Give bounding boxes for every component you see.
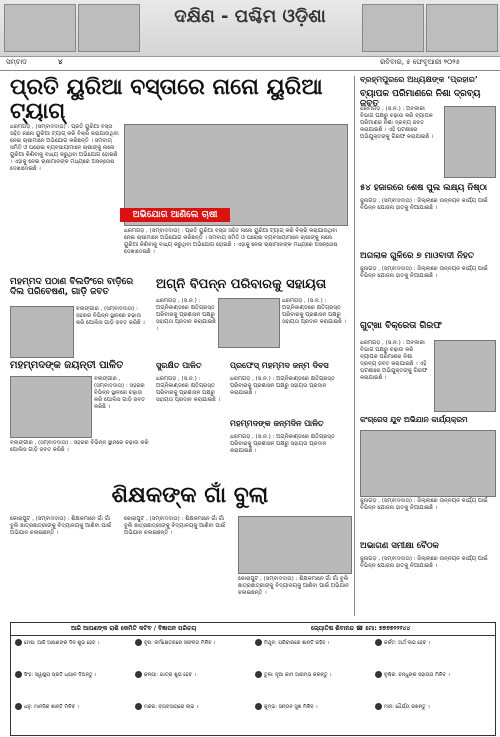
prophet-body: ଧରମଗଡ଼ , (ସ.ନ.) : ଅଗ୍ନିକାଣ୍ଡରେ କ୍ଷତିଗ୍ରସ୍ତ ପରିବାରକୁ ପ୍ରଶାସନ ପକ୍ଷରୁ ସହାୟତା ପ୍ରଦାନ କରାଯାଇଛି । [230,376,335,396]
zodiac-icon [375,639,382,646]
column-rule [354,76,355,616]
right-top-headline-1: ବ୍ରହ୍ମପୁରରେ ଅଧ୍ୟକ୍ଷଙ୍କ ‘ପ୍ରହାର’ [360,75,478,84]
horoscope-box [10,622,496,736]
teacher-body-2: କୋରାପୁଟ , (ସମ୍ବାଦଦାତା) : ଶିକ୍ଷକମାନେ ଗାଁ ଗାଁ ବୁଲି ଛାତ୍ରଛାତ୍ରୀଙ୍କୁ ବିଦ୍ୟାଳୟକୁ ଆଣିବା ପାଇଁ ଅଭିଯାନ ଚଳାଇଛନ୍ତି । [124,516,226,536]
main-headline: ପ୍ରତି ୟୁରିଆ ବସ୍ତାରେ ନାନୋ ୟୁରିଆ ଟ୍ୟାଗ୍ [10,75,323,125]
strip-date: ରବିବାର, ୫ ଫେବୃଆରୀ ୨୦୨୫ [380,58,461,66]
horoscope-cell: ମୀନ: ଧୈର୍ଯ୍ୟ ରଖନ୍ତୁ । [375,703,493,727]
headline-gutkha: ଗୁଟ୍ଖା ବିକ୍ରେତା ଗିରଫ [360,321,442,331]
right-mid-headline-2: ଅଗଲାକ ଗୁଳିରେ ୭ ମାଓବାଦୀ ନିହତ [360,251,474,261]
center-mid-photo [218,298,280,348]
horoscope-title: ଆଜି ଆପଣଙ୍କ ରାଶି କେମିତି କଟିବ / ବିଜ୍ଞାପନ ପରିଚୟ [71,625,197,632]
review-body: ଜୁନାଗଡ଼ , (ସମ୍ବାଦଦାତା) : ଜିଲ୍ଲାରେ ଉନ୍ନୟନ କାର୍ଯ୍ୟ ପାଇଁ ବିଭିନ୍ନ ଯୋଜନା ହାତକୁ ନିଆଯାଇଛି । [360,556,488,569]
masthead-title: ଦକ୍ଷିଣ - ପଶ୍ଚିମ ଓଡ଼ିଶା [174,6,326,27]
zodiac-icon [135,671,142,678]
gutkha-photo [434,340,496,412]
masthead-photo-right [426,4,498,52]
jayanti-body: ବଲାଙ୍ଗୀର , (ସମ୍ବାଦଦାତା) : ସହରର ବିଭିନ୍ନ ସ୍ଥାନରେ ଚଢ଼ାଉ କରି ପୋଲିସ ଗାଡ଼ି ଜବତ କରିଛି । [94,376,145,410]
right-top-photo [444,106,496,178]
date-strip [0,56,500,71]
headline-jayanti: ମହମ୍ମଦଙ୍କ ଜୟନ୍ତୀ ପାଳିତ [10,360,124,371]
page-number: ୪ [58,58,63,66]
headline-suraksha: ସୁରକ୍ଷିତ ପାଳିତ [156,361,202,370]
zodiac-icon [255,703,262,710]
right-top-headline-2: ବ୍ୟାପକ ପରିମାଣରେ ନିଶା ଦ୍ରବ୍ୟ ଜବତ [360,89,481,109]
horoscope-cell: ମେଷ: ଆଜି ଆପଣଙ୍କ ଦିନ ଶୁଭ ହେବ । [15,639,133,663]
teacher-photo [238,516,352,574]
center-mid-body-2: ଧରମଗଡ଼ , (ସ.ନ.) : ଅଗ୍ନିକାଣ୍ଡରେ କ୍ଷତିଗ୍ରସ୍ତ ପରିବାରକୁ ପ୍ରଶାସନ ପକ୍ଷରୁ ସହାୟତା ପ୍ରଦାନ କରାଯାଇଛି । [282,298,346,325]
zodiac-icon [135,703,142,710]
center-mid-headline: ଅଗ୍ନି ବିପନ୍ନ ପରିବାରକୁ ସହାୟତା [156,277,327,292]
right-mid-body: ଜୁନାଗଡ଼ , (ସମ୍ବାଦଦାତା) : ଜିଲ୍ଲାରେ ଉନ୍ନୟନ କାର୍ଯ୍ୟ ପାଇଁ ବିଭିନ୍ନ ଯୋଜନା ହାତକୁ ନିଆଯାଇଛି । [360,198,488,211]
main-banner: ଅଭିଯୋଗ ଆଣିଲେ ଚାଷୀ [120,208,230,222]
left-mid-photo [10,306,74,358]
horoscope-cell: ବୃଷ: କର୍ମକ୍ଷେତ୍ରରେ ସଫଳତା ମିଳିବ । [135,639,253,663]
masthead-photo-2 [78,4,140,52]
masthead [0,0,500,57]
zodiac-icon [15,671,22,678]
suraksha-body: ଧରମଗଡ଼ , (ସ.ନ.) : ଅଗ୍ନିକାଣ୍ଡରେ କ୍ଷତିଗ୍ରସ୍ତ ପରିବାରକୁ ପ୍ରଶାସନ ପକ୍ଷରୁ ସହାୟତା ପ୍ରଦାନ କରାଯାଇଛି । [156,376,220,403]
strip-left: ସମ୍ବାଦ [6,58,27,66]
horoscope-cell: ସିଂହ: ସ୍ୱାସ୍ଥ୍ୟ ପ୍ରତି ଧ୍ୟାନ ଦିଅନ୍ତୁ । [15,671,133,695]
horoscope-cell: ମକର: ବ୍ୟବସାୟରେ ଲାଭ । [135,703,253,727]
horoscope-cell: ଧନୁ: ମାନସିକ ଶାନ୍ତି ମିଳିବ । [15,703,133,727]
zodiac-icon [135,639,142,646]
teacher-body-3: କୋରାପୁଟ , (ସମ୍ବାଦଦାତା) : ଶିକ୍ଷକମାନେ ଗାଁ ଗାଁ ବୁଲି ଛାତ୍ରଛାତ୍ରୀଙ୍କୁ ବିଦ୍ୟାଳୟକୁ ଆଣିବା ପାଇଁ ଅଭିଯାନ ଚଳାଇଛନ୍ତି । [238,576,349,596]
zodiac-icon [375,671,382,678]
masthead-photo-3 [362,4,424,52]
zodiac-icon [15,639,22,646]
right-mid-headline: ୫୪ ହଜାରରେ ଶେଷ ପୁଲ ଲକ୍ଷ୍ୟ ନିଷ୍ଠା [360,183,488,193]
right-top-body: ଧରମଗଡ଼ , (ସ.ନ.) : ଅବକାରୀ ବିଭାଗ ପକ୍ଷରୁ ଚଢ଼ାଉ କରି ବ୍ୟାପକ ପରିମାଣର ନିଶା ଦ୍ରବ୍ୟ ଜବତ କରାଯାଇଛି । ଏହି ଘଟଣାରେ ଅଭିଯୁକ୍ତଙ୍କୁ ଗିରଫ କରାଯାଇଛି । [360,106,434,140]
teacher-headline: ଶିକ୍ଷକଙ୍କ ଗାଁ ବୁଲା [111,483,269,508]
headline-review: ଅଭାଗଣ ସମୀକ୍ଷା ବୈଠକ [360,541,439,551]
horoscope-cell: ତୁଳା: ନୂଆ କାମ ଆରମ୍ଭ କରନ୍ତୁ । [255,671,373,695]
congress-body: ଜୁନାଗଡ଼ , (ସମ୍ବାଦଦାତା) : ଜିଲ୍ଲାରେ ଉନ୍ନୟନ କାର୍ଯ୍ୟ ପାଇଁ ବିଭିନ୍ନ ଯୋଜନା ହାତକୁ ନିଆଯାଇଛି । [360,498,488,511]
headline-prophet: ପ୍ରଫେସ୍ ମହମ୍ମଦ ଜନ୍ମ ଦିବସ [230,361,329,370]
main-body: ଧରମଗଡ଼ , (ସମ୍ବାଦଦାତା) : ପ୍ରତି ୟୁରିଆ ବସ୍ତା ସହିତ ନାନୋ ୟୁରିଆ ଟ୍ୟାଗ୍ କରି ବିକ୍ରି କରାଯାଉଥିବା ନେଇ ଚାଷୀମାନେ ଅଭିଯୋଗ କରିଛନ୍ତି । ସମବାୟ ସମିତି ଓ ଘରୋଇ ବ୍ୟବସାୟୀମାନେ ଚାଷୀଙ୍କୁ ନାନୋ ୟୁରିଆ କିଣିବାକୁ ବାଧ୍ୟ କରୁଥିବା ଅଭିଯୋଗ ହୋଇଛି । ଏହାକୁ ନେଇ ଚାଷୀମାନଙ୍କ ମଧ୍ୟରେ ଅସନ୍ତୋଷ ଦେଖାଦେଇଛି । [10,124,119,172]
horoscope-cell: ବୃଶ୍ଚିକ: ବନ୍ଧୁଙ୍କ ସହାୟତା ମିଳିବ । [375,671,493,695]
center-mid-body: ଧରମଗଡ଼ , (ସ.ନ.) : ଅଗ୍ନିକାଣ୍ଡରେ କ୍ଷତିଗ୍ରସ୍ତ ପରିବାରକୁ ପ୍ରଶାସନ ପକ୍ଷରୁ ସହାୟତା ପ୍ରଦାନ କରାଯାଇଛି । [156,298,216,332]
headline-congress: କଂଗ୍ରେସ ଯୁବ ଅଭିଯାନ କାର୍ଯ୍ୟକ୍ରମ [360,415,468,424]
horoscope-phone: ଜ୍ୟୋତିଷ ଶିବାନନ୍ଦ ☎ ମୋ: ୭୭୭୭୨୨୨୪୪ [311,625,411,632]
horoscope-cell: କର୍କଟ: ଅର୍ଥ ଲାଭ ହେବ । [375,639,493,663]
main-body-cont: ଧରମଗଡ଼ , (ସମ୍ବାଦଦାତା) : ପ୍ରତି ୟୁରିଆ ବସ୍ତା ସହିତ ନାନୋ ୟୁରିଆ ଟ୍ୟାଗ୍ କରି ବିକ୍ରି କରାଯାଉଥିବା ନେଇ ଚାଷୀମାନେ ଅଭିଯୋଗ କରିଛନ୍ତି । ସମବାୟ ସମିତି ଓ ଘରୋଇ ବ୍ୟବସାୟୀମାନେ ଚାଷୀଙ୍କୁ ନାନୋ ୟୁରିଆ କିଣିବାକୁ ବାଧ୍ୟ କରୁଥିବା ଅଭିଯୋଗ ହୋଇଛି । ଏହାକୁ ନେଇ ଚାଷୀମାନଙ୍କ ମଧ୍ୟରେ ଅସନ୍ତୋଷ ଦେଖାଦେଇଛି । [124,228,338,255]
zodiac-icon [255,639,262,646]
horoscope-cell: କୁମ୍ଭ: ସନ୍ତାନ ସୁଖ ମିଳିବ । [255,703,373,727]
jayanti-body-cont: ବଲାଙ୍ଗୀର , (ସମ୍ବାଦଦାତା) : ସହରର ବିଭିନ୍ନ ସ୍ଥାନରେ ଚଢ଼ାଉ କରି ପୋଲିସ ଗାଡ଼ି ଜବତ କରିଛି । [10,440,149,453]
headline-birthday: ମହମ୍ମଦଙ୍କ ଜନ୍ମଦିନ ପାଳିତ [230,419,324,428]
zodiac-icon [15,703,22,710]
birthday-body: ଧରମଗଡ଼ , (ସ.ନ.) : ଅଗ୍ନିକାଣ୍ଡରେ କ୍ଷତିଗ୍ରସ୍ତ ପରିବାରକୁ ପ୍ରଶାସନ ପକ୍ଷରୁ ସହାୟତା ପ୍ରଦାନ କରାଯାଇଛି । [230,434,335,454]
zodiac-icon [255,671,262,678]
horoscope-cell: ମିଥୁନ: ପରିବାରରେ ଶାନ୍ତି ରହିବ । [255,639,373,663]
left-mid-body: ବଲାଙ୍ଗୀର , (ସମ୍ବାଦଦାତା) : ସହରର ବିଭିନ୍ନ ସ୍ଥାନରେ ଚଢ଼ାଉ କରି ପୋଲିସ ଗାଡ଼ି ଜବତ କରିଛି । [76,306,145,326]
jayanti-photo [10,376,92,438]
gutkha-body: ଧରମଗଡ଼ , (ସ.ନ.) : ଅବକାରୀ ବିଭାଗ ପକ୍ଷରୁ ଚଢ଼ାଉ କରି ବ୍ୟାପକ ପରିମାଣର ନିଶା ଦ୍ରବ୍ୟ ଜବତ କରାଯାଇଛି । ଏହି ଘଟଣାରେ ଅଭିଯୁକ୍ତଙ୍କୁ ଗିରଫ କରାଯାଇଛି । [360,340,428,381]
horoscope-header [11,623,495,636]
congress-photo [360,430,496,497]
horoscope-cell: କନ୍ୟା: ଯାତ୍ରା ଶୁଭ ହେବ । [135,671,253,695]
left-mid-headline: ମହମ୍ମଦ ପଠାଣ ବିଲଡିଂରେ ବାଡ଼ିରେ ଦିଲ ପରିବେଷଣ, ଗାଡ଼ି ଜବତ [10,277,134,297]
masthead-photo-left [4,4,76,52]
right-mid-body-2: ଜୁନାଗଡ଼ , (ସମ୍ବାଦଦାତା) : ଜିଲ୍ଲାରେ ଉନ୍ନୟନ କାର୍ଯ୍ୟ ପାଇଁ ବିଭିନ୍ନ ଯୋଜନା ହାତକୁ ନିଆଯାଇଛି । [360,266,488,279]
teacher-body: କୋରାପୁଟ , (ସମ୍ବାଦଦାତା) : ଶିକ୍ଷକମାନେ ଗାଁ ଗାଁ ବୁଲି ଛାତ୍ରଛାତ୍ରୀଙ୍କୁ ବିଦ୍ୟାଳୟକୁ ଆଣିବା ପାଇଁ ଅଭିଯାନ ଚଳାଇଛନ୍ତି । [10,516,112,536]
zodiac-icon [375,703,382,710]
